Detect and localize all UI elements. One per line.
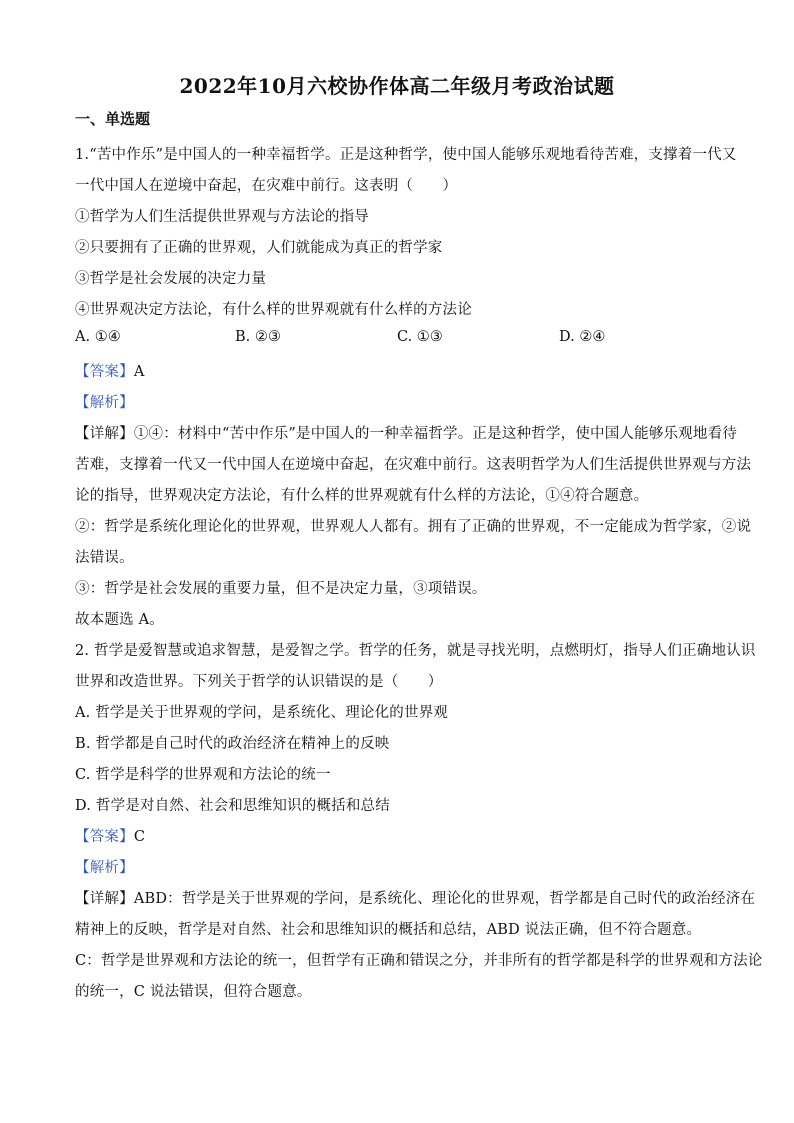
q2-stem-line: 2. 哲学是爱智慧或追求智慧，是爱智之学。哲学的任务，就是寻找光明，点燃明灯，指导人们正确地认识 [75, 643, 756, 659]
q2-analysis-line [75, 856, 134, 877]
page-title: 2022年10月六校协作体高二年级月考政治试题 [179, 74, 615, 98]
q1-option-b: B. ②③ [235, 329, 281, 345]
answer-value: A [133, 364, 145, 380]
q2-answer-line [75, 825, 145, 846]
q1-option-c: C. ①③ [397, 329, 443, 345]
q2-option-a: A. 哲学是关于世界观的学问，是系统化、理论化的世界观 [75, 705, 449, 721]
q1-detail-line: ③：哲学是社会发展的重要力量，但不是决定力量，③项错误。 [75, 581, 487, 597]
q1-stem-line: 一代中国人在逆境中奋起，在灾难中前行。这表明（ ） [75, 178, 458, 194]
q2-option-d: D. 哲学是对自然、社会和思维知识的概括和总结 [75, 798, 390, 814]
q1-detail-line: 论的指导，世界观决定方法论，有什么样的世界观就有什么样的方法论，①④符合题意。 [75, 488, 649, 504]
q2-option-c: C. 哲学是科学的世界观和方法论的统一 [75, 767, 331, 783]
q1-detail-line: 苦难，支撑着一代又一代中国人在逆境中奋起，在灾难中前行。这表明哲学为人们生活提供世界观与方法 [75, 457, 752, 473]
answer-tag: 【答案】 [75, 364, 134, 380]
q2-stem-line: 世界和改造世界。下列关于哲学的认识错误的是（ ） [75, 674, 443, 690]
q1-statement: ③哲学是社会发展的决定力量 [75, 271, 267, 287]
answer-value: C [133, 829, 146, 845]
q1-stem-line: 1.“苦中作乐”是中国人的一种幸福哲学。正是这种哲学，使中国人能够乐观地看待苦难，支撑着一代又 [75, 147, 737, 163]
q2-option-b: B. 哲学都是自己时代的政治经济在精神上的反映 [75, 736, 390, 752]
q1-option-a: A. ①④ [75, 329, 121, 345]
q1-statement: ④世界观决定方法论，有什么样的世界观就有什么样的方法论 [75, 302, 472, 318]
q1-detail-line [75, 422, 737, 443]
answer-tag: 【答案】 [75, 829, 134, 845]
detail-text: ①④：材料中“苦中作乐”是中国人的一种幸福哲学。正是这种哲学，使中国人能够乐观地看待 [133, 426, 738, 442]
q2-detail-line: 的统一，C 说法错误，但符合题意。 [75, 984, 312, 1000]
q1-detail-line: 故本题选 A。 [75, 612, 164, 628]
q1-statement: ②只要拥有了正确的世界观，人们就能成为真正的哲学家 [75, 240, 443, 256]
detail-tag: 【详解】 [75, 426, 134, 442]
q1-analysis-line [75, 391, 134, 412]
analysis-tag: 【解析】 [75, 395, 134, 411]
section-heading: 一、单选题 [75, 110, 151, 128]
q1-answer-line [75, 360, 144, 381]
detail-text: ABD：哲学是关于世界观的学问，是系统化、理论化的世界观，哲学都是自己时代的政治经济在 [133, 891, 756, 907]
q1-detail-line: 法错误。 [75, 550, 134, 566]
q2-detail-line: 精神上的反映，哲学是对自然、社会和思维知识的概括和总结，ABD 说法正确，但不符合题意。 [75, 922, 702, 938]
analysis-tag: 【解析】 [75, 860, 134, 876]
detail-tag: 【详解】 [75, 891, 134, 907]
q1-detail-line: ②：哲学是系统化理论化的世界观，世界观人人都有。拥有了正确的世界观，不一定能成为哲学家，②说 [75, 519, 752, 535]
q1-option-d: D. ②④ [559, 329, 606, 345]
q2-detail-line: C：哲学是世界观和方法论的统一，但哲学有正确和错误之分，并非所有的哲学都是科学的世界观和方法论 [75, 953, 763, 969]
q2-detail-line [75, 887, 755, 908]
q1-statement: ①哲学为人们生活提供世界观与方法论的指导 [75, 209, 369, 225]
